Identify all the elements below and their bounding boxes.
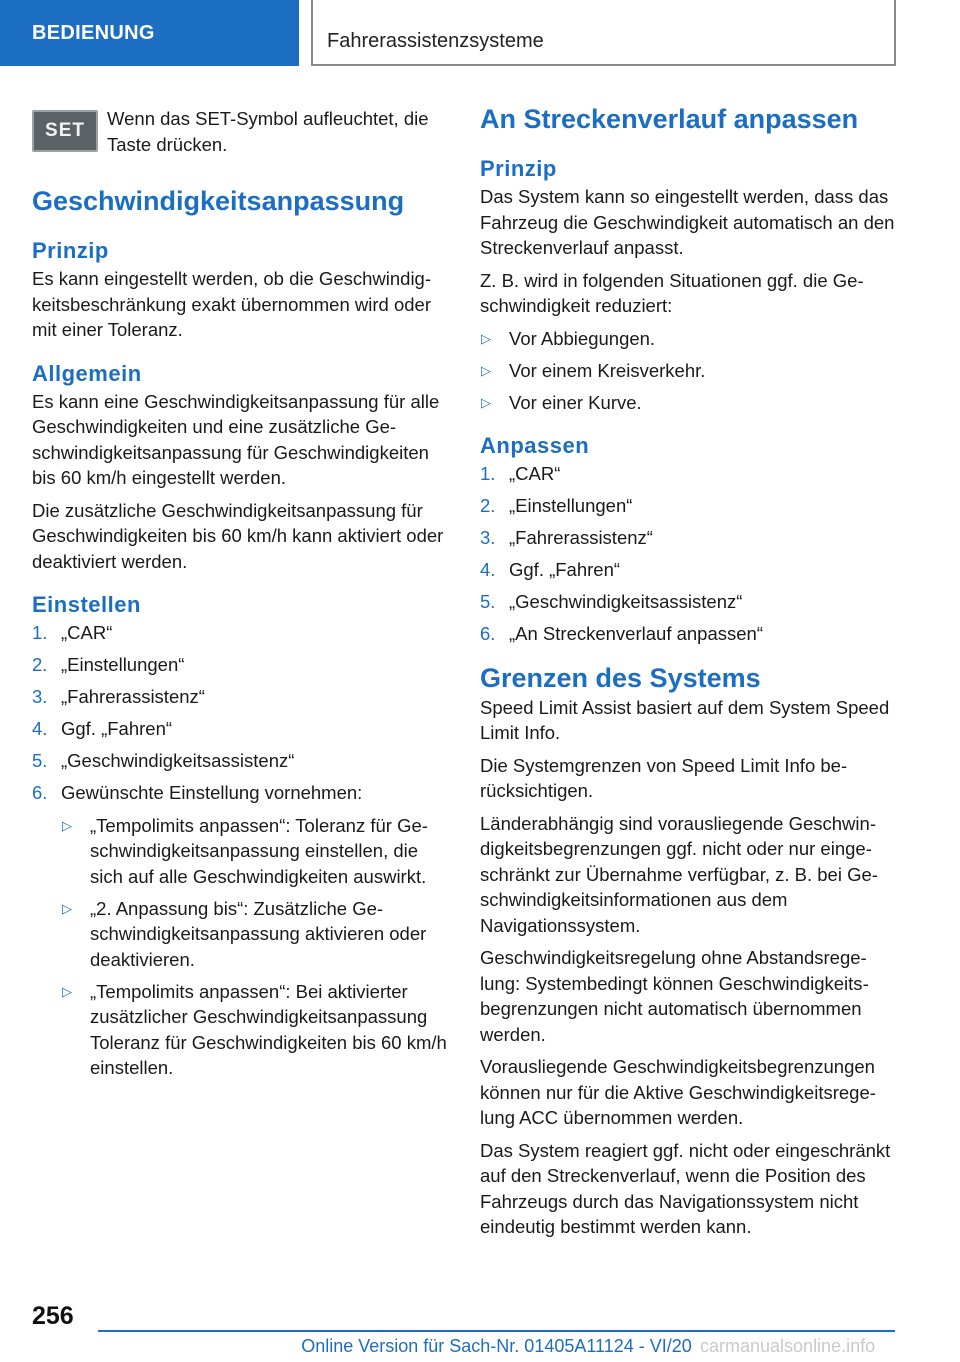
step-text: „Geschwindigkeitsassistenz“ [61, 750, 295, 771]
heading-prinzip-right: Prinzip [480, 156, 557, 181]
list-item [61, 813, 450, 890]
triangle-bullet-icon: ▷ [481, 362, 491, 378]
list-item [32, 716, 450, 742]
step-text: „CAR“ [61, 622, 113, 643]
heading-grenzen: Grenzen des Systems [480, 662, 761, 693]
grenzen-paragraph: Das System reagiert ggf. nicht oder eingeschränkt auf den Streckenverlauf, wenn die Position des Fahrzeugs durch das Navigationssystem nicht eindeutig bestimmt werden kann. [480, 1139, 891, 1237]
section-tab: BEDIENUNG [0, 0, 299, 66]
step-text: „Fahrerassistenz“ [61, 686, 205, 707]
page-header [0, 0, 960, 66]
list-item [480, 461, 898, 487]
list-item [480, 326, 898, 352]
situation-text: Vor Abbiegungen. [509, 327, 656, 349]
list-item [480, 358, 898, 384]
triangle-bullet-icon: ▷ [481, 330, 491, 346]
step-number: 1. [32, 622, 48, 643]
heading-geschwindigkeitsanpassung: Geschwindigkeitsanpassung [32, 186, 405, 216]
list-item [480, 493, 898, 519]
online-version-text: Online Version für Sach-Nr. 01405A11124 - VI/20 [301, 1336, 692, 1356]
list-item [480, 557, 898, 583]
step-text: „CAR“ [509, 463, 561, 484]
step-number: 3. [32, 686, 48, 707]
watermark: carmanualsonline.info [700, 1336, 876, 1356]
option-text: „Tempolimits anpassen“: Toleranz für Geschwindigkeitsanpassung einstellen, die sich auf alle Geschwindigkeiten auswirkt. [90, 814, 428, 887]
list-item [32, 684, 450, 710]
step-number: 4. [480, 559, 496, 580]
set-button-icon: SET [32, 110, 98, 152]
einstellen-sub-options [61, 813, 450, 1081]
step-number: 4. [32, 718, 48, 739]
einstellen-steps [32, 620, 450, 1081]
triangle-bullet-icon: ▷ [62, 817, 72, 833]
step-text: „Geschwindigkeitsassistenz“ [509, 591, 743, 612]
left-column [32, 100, 450, 1087]
list-item [480, 525, 898, 551]
step-number: 6. [480, 623, 496, 644]
triangle-bullet-icon: ▷ [62, 900, 72, 916]
prinzip-right-paragraph-2: Z. B. wird in folgenden Situationen ggf. die Geschwindigkeit reduziert: [480, 269, 864, 316]
list-item [480, 589, 898, 615]
option-text: „Tempolimits anpassen“: Bei aktivierter zusätzlicher Geschwindigkeitsanpassung Toleranz für Geschwindigkeiten bis 60 km/h einstellen. [90, 980, 447, 1078]
right-column [480, 100, 898, 1247]
list-item [480, 621, 898, 647]
triangle-bullet-icon: ▷ [62, 983, 72, 999]
page-number: 256 [32, 1302, 74, 1330]
grenzen-paragraph: Speed Limit Assist basiert auf dem System Speed Limit Info. [480, 696, 890, 743]
grenzen-paragraph: Vorausliegende Geschwindigkeitsbegrenzungen können nur für die Aktive Geschwindigkeitsregelung ACC übernommen werden. [480, 1056, 876, 1128]
set-instruction [32, 100, 450, 180]
grenzen-paragraph: Länderabhängig sind vorausliegende Geschwindigkeitsbegrenzungen ggf. nicht oder nur eingeschränkt zur Übernahme verfügbar, z. B. bei Geschwindigkeitsinformationen aus dem Navigationssystem. [480, 812, 878, 936]
list-item [32, 748, 450, 774]
step-text: Gewünschte Einstellung vornehmen: [61, 782, 363, 803]
option-text: „2. Anpassung bis“: Zusätzliche Geschwindigkeitsanpassung aktivieren oder deaktivieren. [90, 897, 427, 970]
step-text: Ggf. „Fahren“ [61, 718, 173, 739]
situation-text: Vor einem Kreisverkehr. [509, 359, 706, 381]
step-number: 3. [480, 527, 496, 548]
grenzen-paragraph: Geschwindigkeitsregelung ohne Abstandsregelung: Systembedingt können Geschwindigkeitsbegrenzungen nicht automatisch übernommen werden. [480, 947, 869, 1045]
step-number: 5. [32, 750, 48, 771]
situation-list [480, 326, 898, 416]
prinzip-text: Es kann eingestellt werden, ob die Geschwindigkeitsbeschränkung exakt übernommen wird oder mit einer Toleranz. [32, 268, 432, 340]
set-instruction-text: Wenn das SET-Symbol aufleuchtet, die Taste drücken. [107, 108, 429, 155]
chapter-title: Fahrerassistenzsysteme [311, 0, 896, 66]
step-text: „An Streckenverlauf anpassen“ [509, 623, 763, 644]
step-number: 2. [480, 495, 496, 516]
anpassen-steps [480, 461, 898, 647]
list-item [32, 780, 450, 1081]
heading-streckenverlauf: An Streckenverlauf anpassen [480, 104, 859, 134]
heading-anpassen: Anpassen [480, 433, 590, 458]
step-number: 5. [480, 591, 496, 612]
heading-allgemein: Allgemein [32, 360, 142, 386]
list-item [61, 896, 450, 973]
step-number: 1. [480, 463, 496, 484]
list-item [32, 620, 450, 646]
step-text: „Einstellungen“ [509, 495, 633, 516]
list-item [32, 652, 450, 678]
situation-text: Vor einer Kurve. [509, 391, 642, 413]
page-footer [0, 1292, 960, 1362]
step-text: „Einstellungen“ [61, 654, 185, 675]
footer-divider [98, 1330, 895, 1332]
grenzen-paragraph: Die Systemgrenzen von Speed Limit Info berücksichtigen. [480, 754, 848, 801]
step-number: 2. [32, 654, 48, 675]
heading-prinzip: Prinzip [32, 238, 109, 263]
heading-einstellen: Einstellen [32, 592, 141, 617]
allgemein-paragraph-2: Die zusätzliche Geschwindigkeitsanpassung für Geschwindigkeiten bis 60 km/h kann aktiviert oder deaktiviert werden. [32, 499, 444, 572]
prinzip-right-paragraph-1: Das System kann so eingestellt werden, dass das Fahrzeug die Geschwindigkeit automatisch an den Streckenverlauf anpasst. [480, 186, 895, 258]
step-text: Ggf. „Fahren“ [509, 559, 621, 580]
list-item [61, 979, 450, 1081]
step-number: 6. [32, 782, 48, 803]
step-text: „Fahrerassistenz“ [509, 527, 653, 548]
allgemein-paragraph-1: Es kann eine Geschwindigkeitsanpassung für alle Geschwindigkeiten und eine zusätzliche Geschwindigkeitsanpassung für Geschwindigkeiten bis 60 km/h eingestellt werden. [32, 390, 440, 488]
list-item [480, 390, 898, 416]
triangle-bullet-icon: ▷ [481, 394, 491, 410]
